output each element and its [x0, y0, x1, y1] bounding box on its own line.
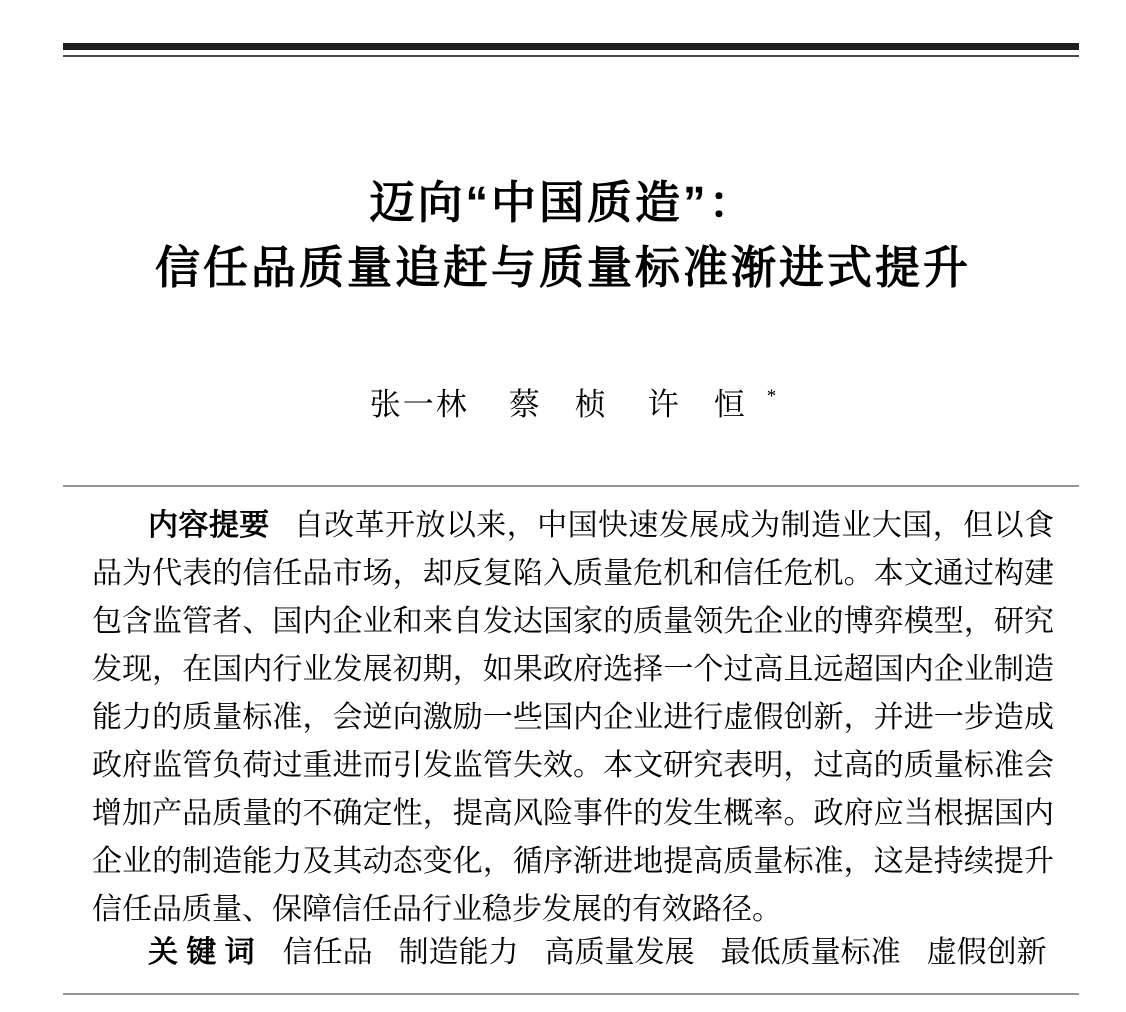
author-name: 张一林 [369, 387, 469, 422]
author-name: 蔡 桢 [508, 387, 608, 422]
abstract-top-divider [63, 485, 1079, 487]
authors-line [0, 375, 1126, 427]
keyword-item: 信任品 [282, 936, 373, 969]
abstract-paragraph [92, 502, 1054, 934]
top-thin-rule [63, 55, 1079, 57]
abstract-block [92, 502, 1054, 934]
keyword-item: 最低质量标准 [720, 936, 901, 969]
author-footnote-marker: * [766, 386, 777, 407]
keywords-label: 关 键 词 [148, 936, 255, 969]
bottom-rule [63, 993, 1079, 995]
article-title-line-2: 信任品质量追赶与质量标准渐进式提升 [154, 242, 971, 293]
keyword-item: 高质量发展 [544, 936, 695, 969]
top-thick-rule [63, 43, 1079, 50]
abstract-label: 内容提要 [148, 509, 270, 542]
author-name: 许 恒 [647, 387, 747, 422]
abstract-text: 自改革开放以来，中国快速发展成为制造业大国，但以食品为代表的信任品市场，却反复陷入质量危机和信任危机。本文通过构建包含监管者、国内企业和来自发达国家的质量领先企业的博弈模型，研究发现，在国内行业发展初期，如果政府选择一个过高且远超国内企业制造能力的质量标准，会逆向激励一些国内企业进行虚假创新，并进一步造成政府监管负荷过重进而引发监管失效。本文研究表明，过高的质量标准会增加产品质量的不确定性，提高风险事件的发生概率。政府应当根据国内企业的制造能力及其动态变化，循序渐进地提高质量标准，这是持续提升信任品质量、保障信任品行业稳步发展的有效路径。 [92, 509, 1055, 926]
article-title [0, 170, 1126, 300]
keywords-line [148, 929, 1058, 977]
article-title-line-1: 迈向“中国质造”： [369, 177, 757, 228]
keyword-item: 虚假创新 [926, 936, 1047, 969]
keyword-item: 制造能力 [398, 936, 519, 969]
